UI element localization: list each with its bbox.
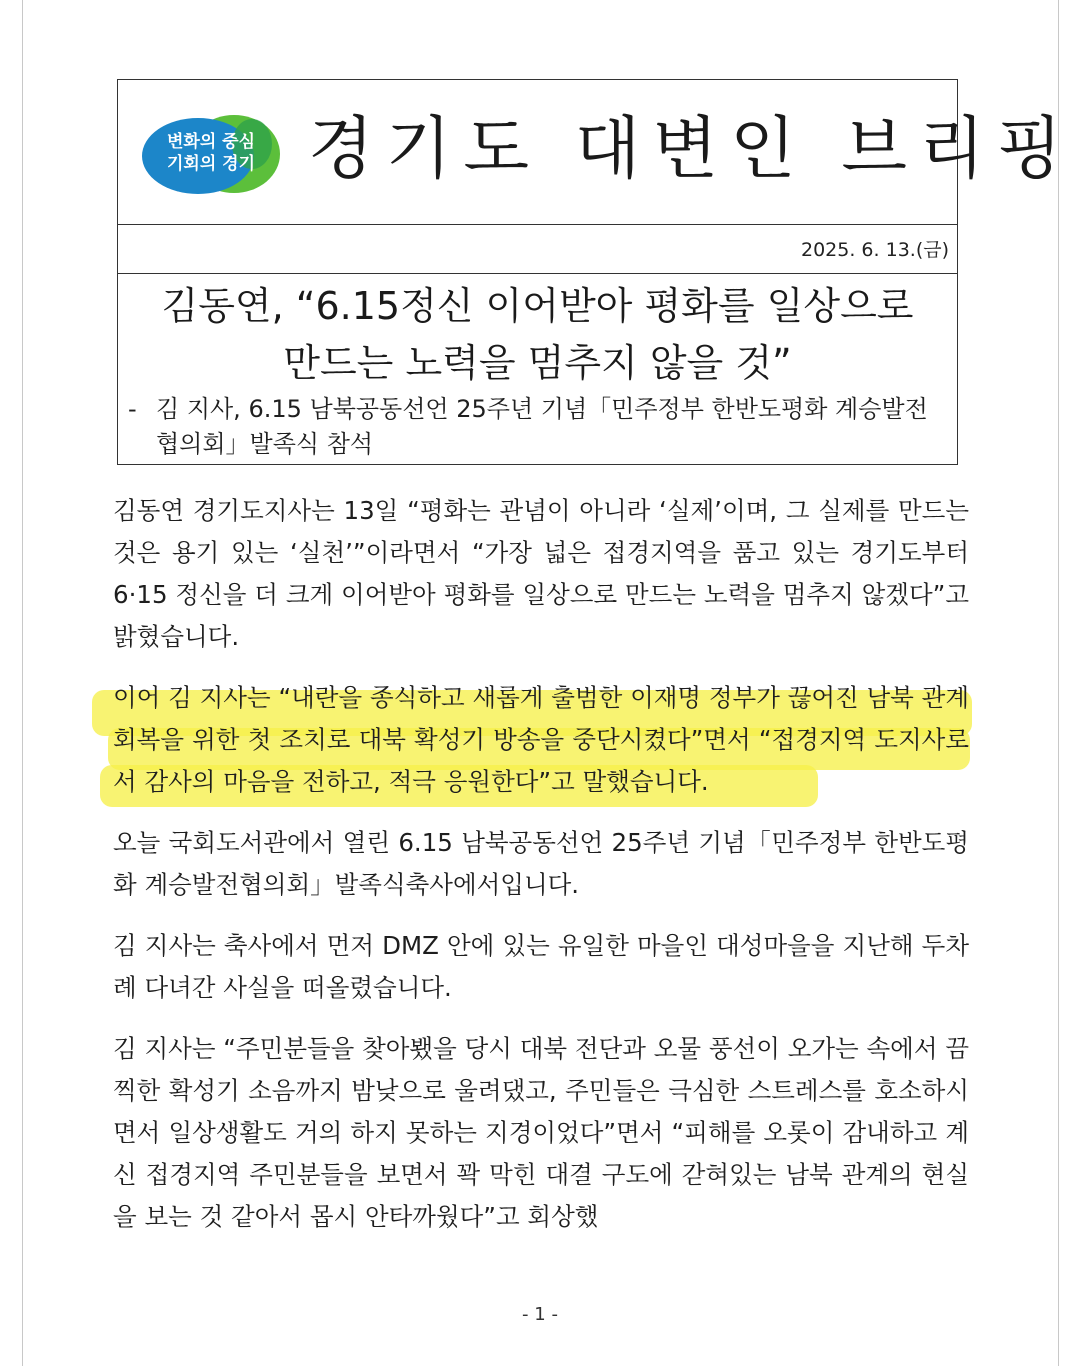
briefing-title: 경기도 대변인 브리핑 <box>308 110 1075 189</box>
headline-line-2: 만드는 노력을 멈추지 않을 것” <box>283 341 792 385</box>
headline-line-1: 김동연, “6.15정신 이어받아 평화를 일상으로 <box>161 284 914 328</box>
headline <box>118 278 957 392</box>
subheadline-text: 김 지사, 6.15 남북공동선언 25주년 기념「민주정부 한반도평화 계승발전협의회」발족식 참석 <box>156 395 928 458</box>
headline-row <box>118 274 957 464</box>
briefing-date: 2025. 6. 13.(금) <box>801 239 949 261</box>
logo-line-1: 변화의 중심 <box>166 132 256 152</box>
briefing-header-box <box>117 79 1075 465</box>
gyeonggi-logo <box>140 110 282 195</box>
paragraph-5: 김 지사는 “주민분들을 찾아뵀을 당시 대북 전단과 오물 풍선이 오가는 속에서 끔찍한 확성기 소음까지 밤낮으로 울려댔고, 주민들은 극심한 스트레스를 호소하시면서 일상생활도 거의 하지 못하는 지경이었다”면서 “피해를 오롯이 감내하고 계신 접경지역 주민분들을 보면서 꽉 막힌 대결 구도에 갇혀있는 남북 관계의 현실을 보는 것 같아서 몹시 안타까웠다”고 회상했 <box>113 1034 969 1231</box>
page-right-edge <box>1058 0 1059 1366</box>
page-number: - 1 - <box>522 1304 558 1325</box>
logo-blob-icon <box>140 110 282 195</box>
paragraph-2: 이어 김 지사는 “내란을 종식하고 새롭게 출범한 이재명 정부가 끊어진 남북 관계 회복을 위한 첫 조치로 대북 확성기 방송을 중단시켰다”면서 “접경지역 도지사로서 감사의 마음을 전하고, 적극 응원한다”고 말했습니다. <box>113 683 969 796</box>
paragraph-3: 오늘 국회도서관에서 열린 6.15 남북공동선언 25주년 기념「민주정부 한반도평화 계승발전협의회」발족식축사에서입니다. <box>113 828 969 899</box>
subheadline <box>128 392 949 462</box>
date-row <box>118 225 957 274</box>
paragraph-4: 김 지사는 축사에서 먼저 DMZ 안에 있는 유일한 마을인 대성마을을 지난해 두차례 다녀간 사실을 떠올렸습니다. <box>113 931 969 1002</box>
title-row <box>118 80 1075 225</box>
paragraph-1: 김동연 경기도지사는 13일 “평화는 관념이 아니라 ‘실제’이며, 그 실제를 만드는 것은 용기 있는 ‘실천’”이라면서 “가장 넓은 접경지역을 품고 있는 경기도부터 6·15 정신을 더 크게 이어받아 평화를 일상으로 만드는 노력을 멈추지 않겠다”고 밝혔습니다. <box>113 496 969 651</box>
page-left-edge <box>22 0 23 1366</box>
logo-line-2: 기회의 경기 <box>166 154 256 174</box>
press-body <box>113 490 969 1257</box>
subheadline-dash: - <box>128 395 137 423</box>
